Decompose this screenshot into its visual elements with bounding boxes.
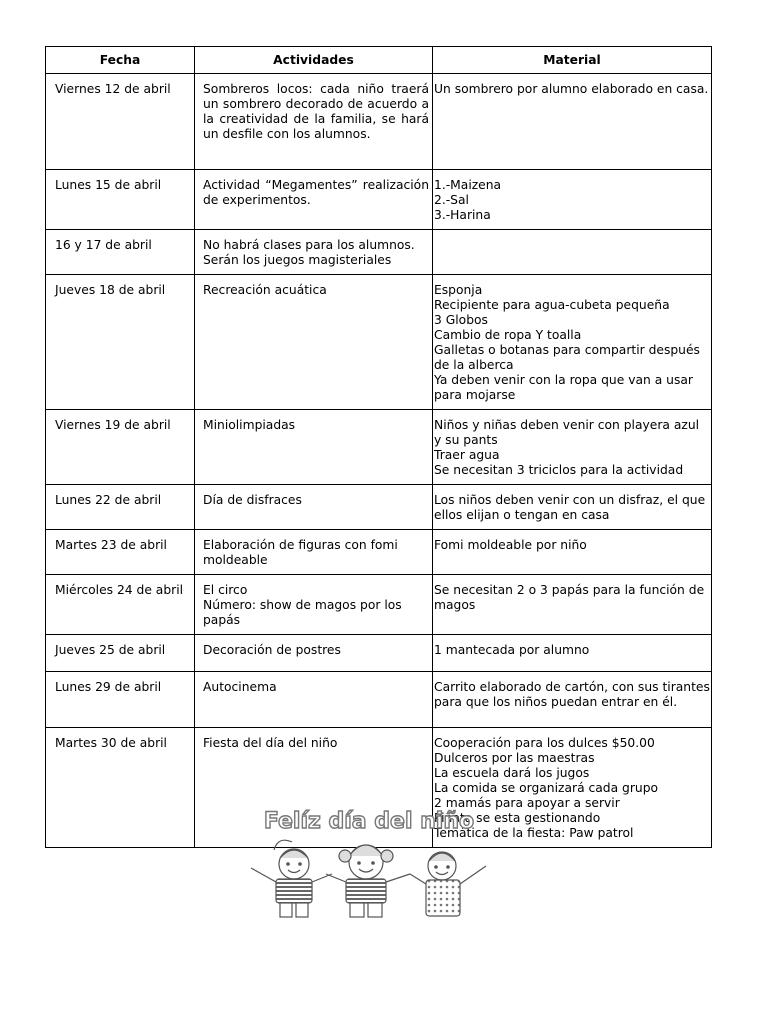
material-line: Los niños deben venir con un disfraz, el que ellos elijan o tengan en casa xyxy=(434,493,706,522)
table-row xyxy=(46,275,712,410)
table-row xyxy=(46,170,712,230)
material-line: Carrito elaborado de cartón, con sus tirantes para que los niños puedan entrar en él. xyxy=(434,680,710,709)
cell-material xyxy=(433,410,712,485)
table-row xyxy=(46,575,712,635)
table-row xyxy=(46,485,712,530)
activities-table xyxy=(45,46,712,848)
cell-actividades: Autocinema xyxy=(195,672,433,728)
activity-line: Número: show de magos por los papás xyxy=(203,598,402,627)
cell-actividades: Fiesta del día del niño xyxy=(195,728,433,848)
material-line: 1 mantecada por alumno xyxy=(434,643,590,657)
material-line: Niños y niñas deben venir con playera azul y su pants xyxy=(434,418,700,447)
cell-fecha: Martes 30 de abril xyxy=(46,728,195,848)
material-line: Galletas o botanas para compartir después de la alberca xyxy=(434,343,700,372)
cell-actividades: Recreación acuática xyxy=(195,275,433,410)
cell-fecha: Martes 23 de abril xyxy=(46,530,195,575)
cell-material xyxy=(433,74,712,170)
material-line: Cambio de ropa Y toalla xyxy=(434,328,582,342)
cell-actividades: Decoración de postres xyxy=(195,635,433,672)
banner-title: Felíz día del niño xyxy=(263,809,475,834)
material-line: Ya deben venir con la ropa que van a usar para mojarse xyxy=(434,373,693,402)
material-line: Traer agua xyxy=(434,448,500,462)
cell-fecha: Lunes 15 de abril xyxy=(46,170,195,230)
material-line: Esponja xyxy=(434,283,483,297)
material-line: 2.-Sal xyxy=(434,193,469,207)
material-line: 2 mamás para apoyar a servir xyxy=(434,796,620,810)
cell-fecha: Lunes 29 de abril xyxy=(46,672,195,728)
header-material: Material xyxy=(433,47,712,74)
cell-actividades: Actividad “Megamentes” realización de experimentos. xyxy=(195,170,433,230)
table-row xyxy=(46,530,712,575)
header-actividades: Actividades xyxy=(195,47,433,74)
cell-material xyxy=(433,230,712,275)
material-line: La escuela dará los jugos xyxy=(434,766,590,780)
cell-actividades: Elaboración de figuras con fomi moldeable xyxy=(195,530,433,575)
cell-material xyxy=(433,485,712,530)
material-line: Fomi moldeable por niño xyxy=(434,538,587,552)
material-line: Un sombrero por alumno elaborado en casa. xyxy=(434,82,709,96)
cell-material xyxy=(433,672,712,728)
cell-fecha: 16 y 17 de abril xyxy=(46,230,195,275)
cell-fecha: Lunes 22 de abril xyxy=(46,485,195,530)
cell-material xyxy=(433,530,712,575)
material-line: Piñata se esta gestionando xyxy=(434,811,601,825)
cell-actividades: Sombreros locos: cada niño traerá un sombrero decorado de acuerdo a la creatividad de la familia, se hará un desfile con los alumnos. xyxy=(195,74,433,170)
cell-fecha: Jueves 18 de abril xyxy=(46,275,195,410)
cell-fecha: Miércoles 24 de abril xyxy=(46,575,195,635)
cell-material xyxy=(433,275,712,410)
header-fecha: Fecha xyxy=(46,47,195,74)
childrens-day-banner xyxy=(246,806,492,921)
material-line: 3.-Harina xyxy=(434,208,491,222)
cell-actividades xyxy=(195,575,433,635)
cell-fecha: Jueves 25 de abril xyxy=(46,635,195,672)
cell-actividades: Día de disfraces xyxy=(195,485,433,530)
cell-material xyxy=(433,170,712,230)
child-left-illustration xyxy=(251,840,332,917)
material-line: 1.-Maizena xyxy=(434,178,502,192)
cell-material xyxy=(433,635,712,672)
cell-material xyxy=(433,575,712,635)
table-header-row xyxy=(46,47,712,74)
cell-fecha: Viernes 19 de abril xyxy=(46,410,195,485)
cell-actividades: Miniolimpiadas xyxy=(195,410,433,485)
cell-actividades: No habrá clases para los alumnos. Serán los juegos magisteriales xyxy=(195,230,433,275)
table-row xyxy=(46,635,712,672)
material-line: La comida se organizará cada grupo xyxy=(434,781,659,795)
material-line: Se necesitan 2 o 3 papás para la función de magos xyxy=(434,583,705,612)
cell-fecha: Viernes 12 de abril xyxy=(46,74,195,170)
activity-line: El circo xyxy=(203,583,248,597)
child-right-illustration xyxy=(410,852,486,916)
table-row xyxy=(46,74,712,170)
material-line: 3 Globos xyxy=(434,313,488,327)
table-row xyxy=(46,410,712,485)
table-row xyxy=(46,672,712,728)
material-line: Temática de la fiesta: Paw patrol xyxy=(434,826,634,840)
material-line: Recipiente para agua-cubeta pequeña xyxy=(434,298,670,312)
material-line: Se necesitan 3 triciclos para la actividad xyxy=(434,463,684,477)
child-middle-illustration xyxy=(326,845,410,917)
material-line: Dulceros por las maestras xyxy=(434,751,595,765)
material-line: Cooperación para los dulces $50.00 xyxy=(434,736,655,750)
table-row xyxy=(46,230,712,275)
